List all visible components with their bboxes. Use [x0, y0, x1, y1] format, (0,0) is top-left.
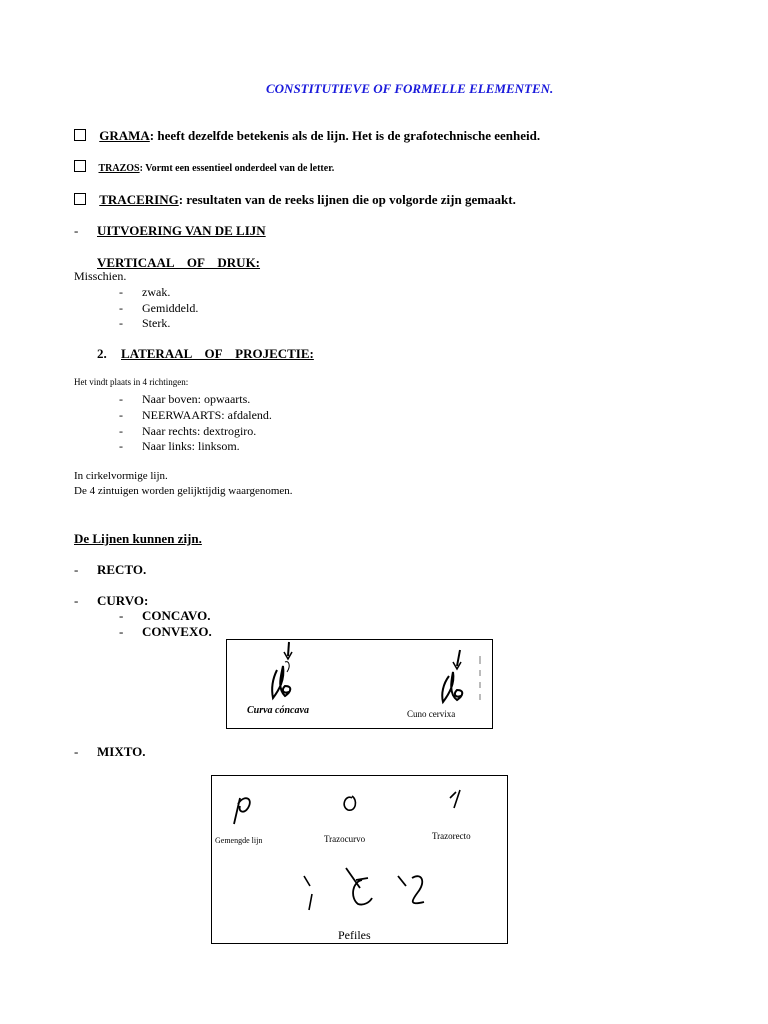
lateraal-number: 2. — [97, 346, 107, 361]
mixed-strokes-drawing — [212, 776, 507, 943]
def-text: : heeft dezelfde betekenis als de lijn. Het is de grafotechnische eenheid. — [149, 128, 541, 143]
caption-convex: Cuno cervixa — [407, 709, 456, 719]
dash: - — [119, 285, 123, 299]
dash: - — [119, 392, 123, 406]
caption-gemengde: Gemengde lijn — [215, 836, 263, 845]
figure-curvo — [226, 639, 493, 729]
def-tracering — [74, 192, 516, 208]
vindt-text: Het vindt plaats in 4 richtingen: — [74, 377, 189, 387]
caption-pefiles: Pefiles — [338, 928, 371, 942]
bullet-icon — [74, 129, 86, 141]
dash: - — [119, 316, 123, 330]
dash: - — [119, 608, 124, 623]
def-trazos — [74, 160, 334, 174]
dash: - — [74, 593, 79, 608]
figure-mixto — [211, 775, 508, 944]
caption-trazocurvo: Trazocurvo — [324, 834, 366, 844]
list-item: NEERWAARTS: afdalend. — [142, 408, 272, 422]
dash: - — [119, 408, 123, 422]
cirkel-text: In cirkelvormige lijn. — [74, 470, 168, 482]
def-text: : resultaten van de reeks lijnen die op volgorde zijn gemaakt. — [178, 192, 516, 207]
bullet-icon — [74, 160, 86, 172]
heading-verticaal: VERTICAAL OF DRUK: — [97, 255, 261, 270]
def-term: TRACERING — [99, 192, 179, 207]
caption-concave: Curva cóncava — [247, 705, 309, 716]
list-item: Sterk. — [142, 316, 171, 330]
list-item: Naar links: linksom. — [142, 439, 240, 453]
heading-lateraal: LATERAAL OF PROJECTIE: — [121, 346, 314, 361]
zintuigen-text: De 4 zintuigen worden gelijktijdig waargenomen. — [74, 485, 293, 497]
def-term: GRAMA — [99, 128, 150, 143]
dash: - — [119, 301, 123, 315]
list-item: zwak. — [142, 285, 171, 299]
dash: - — [119, 439, 123, 453]
recto-label: RECTO. — [97, 562, 147, 577]
def-grama — [74, 128, 540, 144]
caption-trazorecto: Trazorecto — [432, 831, 471, 841]
list-item: CONCAVO. — [142, 608, 211, 623]
curvo-label: CURVO: — [97, 593, 149, 608]
dash: - — [74, 562, 79, 577]
dash: - — [119, 624, 124, 639]
heading-lijnen: De Lijnen kunnen zijn. — [74, 531, 202, 546]
dash: - — [74, 223, 79, 238]
list-item: Naar rechts: dextrogiro. — [142, 424, 257, 438]
def-text: : Vormt een essentieel onderdeel van de letter. — [139, 163, 335, 174]
heading-uitvoering: UITVOERING VAN DE LIJN — [97, 223, 266, 238]
list-item: Gemiddeld. — [142, 301, 199, 315]
dash: - — [119, 424, 123, 438]
misschien-text: Misschien. — [74, 269, 127, 283]
def-term: TRAZOS — [98, 163, 140, 174]
list-item: CONVEXO. — [142, 624, 212, 639]
page-title: CONSTITUTIEVE OF FORMELLE ELEMENTEN. — [266, 81, 554, 96]
bullet-icon — [74, 193, 86, 205]
dash: - — [74, 744, 79, 759]
list-item: Naar boven: opwaarts. — [142, 392, 251, 406]
mixto-label: MIXTO. — [97, 744, 146, 759]
